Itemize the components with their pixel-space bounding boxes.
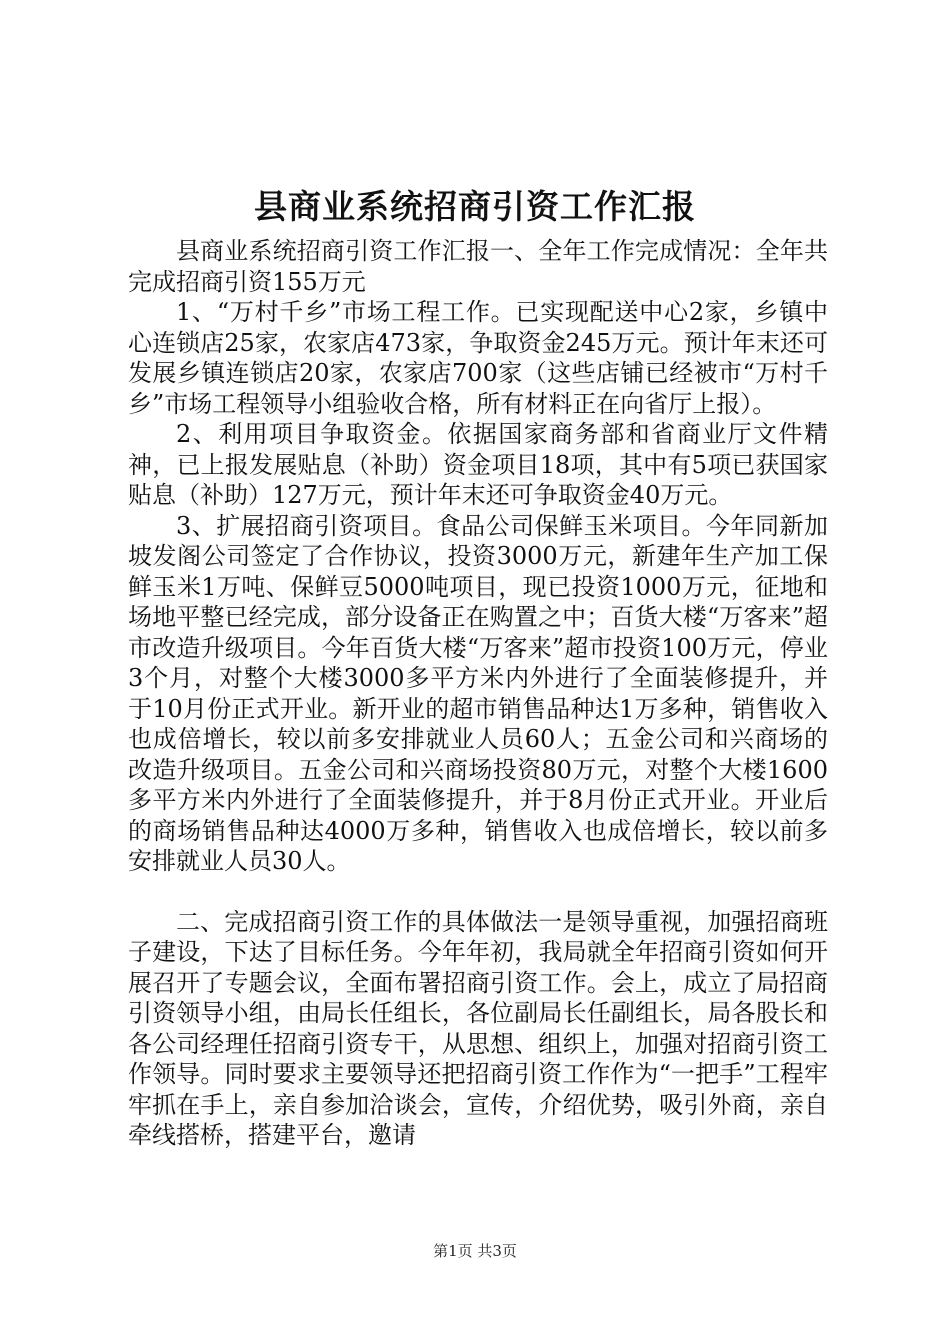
paragraph-gap: [128, 877, 828, 907]
document-title: 县商业系统招商引资工作汇报: [254, 187, 696, 226]
paragraph-item-2: 2、利用项目争取资金。依据国家商务部和省商业厅文件精神，已上报发展贴息（补助）资金项目18项，其中有5项已获国家贴息（补助）127万元，预计年末还可争取资金40万元。: [128, 420, 828, 509]
document-body: [128, 236, 828, 1151]
paragraph-item-3: 3、扩展招商引资项目。食品公司保鲜玉米项目。今年同新加坡发阁公司签定了合作协议，投资3000万元，新建年生产加工保鲜玉米1万吨、保鲜豆5000吨项目，现已投资1000万元，征地和场地平整已经完成，部分设备正在购置之中；百货大楼“万客来”超市改造升级项目。今年百货大楼“万客来”超市投资100万元，停业3个月，对整个大楼3000多平方米内外进行了全面装修提升，并于10月份正式开业。新开业的超市销售品种达1万多种，销售收入也成倍增长，较以前多安排就业人员60人；五金公司和兴商场的改造升级项目。五金公司和兴商场投资80万元，对整个大楼1600多平方米内外进行了全面装修提升，并于8月份正式开业。开业后的商场销售品种达4000万多种，销售收入也成倍增长，较以前多安排就业人员30人。: [128, 511, 828, 875]
page-footer: 第1页 共3页: [433, 1242, 517, 1260]
paragraph-item-1: 1、“万村千乡”市场工程工作。已实现配送中心2家，乡镇中心连锁店25家，农家店473家，争取资金245万元。预计年末还可发展乡镇连锁店20家，农家店700家（这些店铺已经被市“万村千乡”市场工程领导小组验收合格，所有材料正在向省厅上报）。: [128, 298, 828, 418]
paragraph-section-2: 二、完成招商引资工作的具体做法一是领导重视，加强招商班子建设，下达了目标任务。今年年初，我局就全年招商引资如何开展召开了专题会议，全面布署招商引资工作。会上，成立了局招商引资领导小组，由局长任组长，各位副局长任副组长，局各股长和各公司经理任招商引资专干，从思想、组织上，加强对招商引资工作领导。同时要求主要领导还把招商引资工作作为“一把手”工程牢牢抓在手上，亲自参加洽谈会，宣传，介绍优势，吸引外商，亲自牵线搭桥，搭建平台，邀请: [128, 907, 828, 1149]
paragraph-summary: 县商业系统招商引资工作汇报一、全年工作完成情况：全年共完成招商引资155万元: [128, 237, 828, 296]
